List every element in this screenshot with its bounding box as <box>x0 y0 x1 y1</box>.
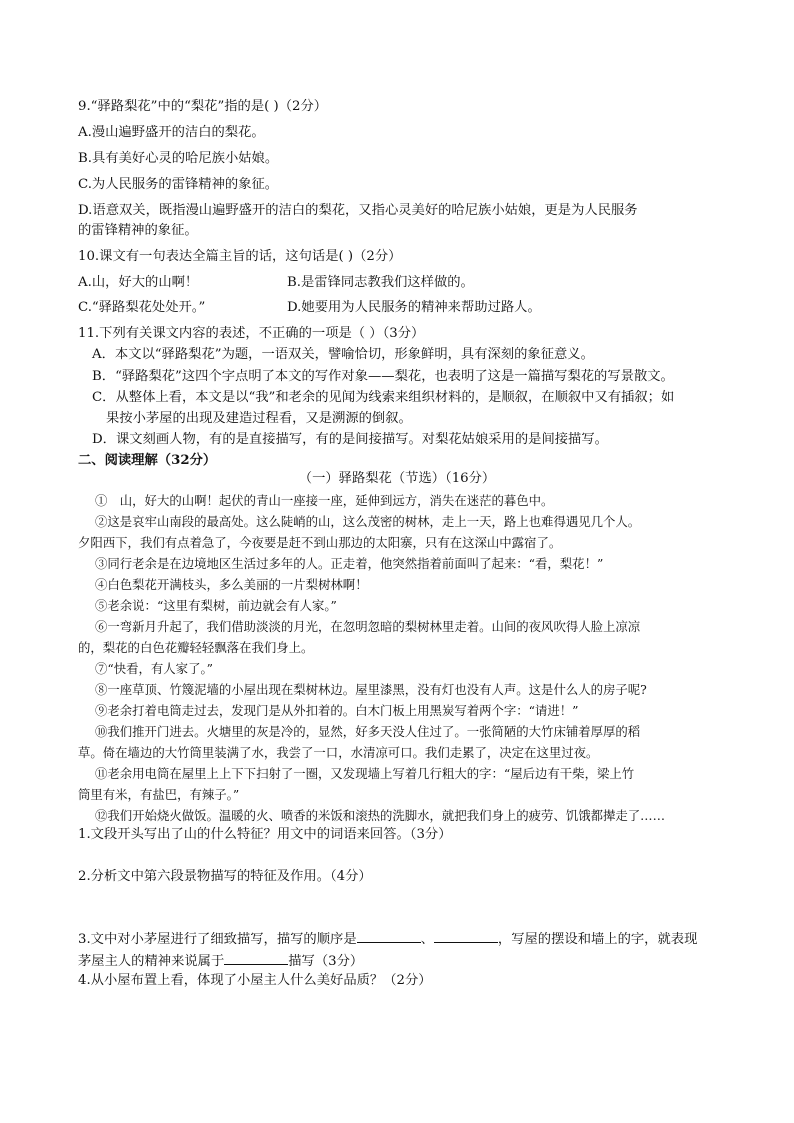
passage-line: ① 山，好大的山啊！起伏的青山一座接一座，延伸到远方，消失在迷茫的暮色中。 <box>95 493 554 508</box>
section-heading: 二、阅读理解（32分） <box>78 453 217 468</box>
passage-line: ⑤老余说：“这里有梨树，前边就会有人家。” <box>95 598 337 613</box>
reading-q1: 1.文段开头写出了山的什么特征？用文中的词语来回答。（3分） <box>78 827 452 842</box>
passage-title: （一）驿路梨花（节选）（16分） <box>298 471 496 486</box>
passage-line: 草。倚在墙边的大竹筒里装满了水，我尝了一口，水清凉可口。我们走累了，决定在这里过夜。 <box>78 745 599 760</box>
q9-option-b: B.具有美好心灵的哈尼族小姑娘。 <box>78 151 279 166</box>
reading-q2: 2.分析文中第六段景物描写的特征及作用。（4分） <box>78 869 372 884</box>
passage-line: ②这是哀牢山南段的最高处。这么陡峭的山，这么茂密的树林，走上一天，路上也难得遇见几个人。 <box>95 514 641 529</box>
q10-option-a: A.山，好大的山啊！ <box>78 275 199 290</box>
reading-q4: 4.从小屋布置上看，体现了小屋主人什么美好品质？（2分） <box>78 973 432 988</box>
q10-option-d: D.她要用为人民服务的精神来帮助过路人。 <box>287 300 541 315</box>
q9-stem: 9.“驿路梨花”中的“梨花”指的是( )（2分） <box>78 99 328 114</box>
passage-line: ⑧一座草顶、竹篾泥墙的小屋出现在梨树林边。屋里漆黑，没有灯也没有人声。这是什么人的房子呢? <box>95 682 647 697</box>
q10-stem: 10.课文有一句表达全篇主旨的话，这句话是( )（2分） <box>78 249 402 264</box>
reading-q3-text-1: 3.文中对小茅屋进行了细致描写，描写的顺序是 <box>78 932 357 947</box>
reading-q3-line2 <box>78 951 363 971</box>
q11-stem: 11.下列有关课文内容的表述，不正确的一项是（ ）（3分） <box>78 326 425 341</box>
passage-line: ⑦“快看，有人家了。” <box>95 661 213 676</box>
q9-option-a: A.漫山遍野盛开的洁白的梨花。 <box>78 125 265 140</box>
passage-line: ⑪老余用电筒在屋里上上下下扫射了一圈，又发现墙上写着几行粗大的字：“屋后边有干柴，梁上竹 <box>95 766 635 781</box>
passage-line: ③同行老余是在边境地区生活过多年的人。正走着，他突然指着前面叫了起来：“看，梨花！” <box>95 556 604 571</box>
passage-line: ⑥一弯新月升起了，我们借助淡淡的月光，在忽明忽暗的梨树林里走着。山间的夜风吹得人脸上凉凉 <box>95 619 641 634</box>
passage-line: ⑫我们开始烧火做饭。温暖的火、喷香的米饭和滚热的洗脚水，就把我们身上的疲劳、饥饿都撵走了…… <box>95 808 665 823</box>
q11-option-c-line2: 果按小茅屋的出现及建造过程看，又是溯源的倒叙。 <box>106 411 412 426</box>
q11-option-d: D．课文刻画人物，有的是直接描写，有的是间接描写。对梨花姑娘采用的是间接描写。 <box>92 432 608 447</box>
answer-blank-2[interactable] <box>434 929 498 943</box>
passage-line: ⑩我们推开门进去。火塘里的灰是冷的，显然，好多天没人住过了。一张简陋的大竹床铺着厚厚的稻 <box>95 724 641 739</box>
q9-option-d-line2: 的雷锋精神的象征。 <box>78 223 198 238</box>
q10-option-c: C.“驿路梨花处处开。” <box>78 300 206 315</box>
passage-line: 夕阳西下，我们有点着急了，今夜要是赶不到山那边的太阳寨，只有在这深山中露宿了。 <box>78 535 562 550</box>
reading-q3-separator: 、 <box>420 932 434 947</box>
passage-line: 的，梨花的白色花瓣轻轻飘落在我们身上。 <box>78 640 314 655</box>
answer-blank-1[interactable] <box>357 929 421 943</box>
reading-q3-text-2: ，写屋的摆设和墙上的字，就表现 <box>497 932 698 947</box>
q11-option-b: B．“驿路梨花”这四个字点明了本文的写作对象——梨花，也表明了这是一篇描写梨花的写景散文。 <box>92 369 674 384</box>
q9-option-c: C.为人民服务的雷锋精神的象征。 <box>78 177 279 192</box>
q9-option-d-line1: D.语意双关，既指漫山遍野盛开的洁白的梨花，又指心灵美好的哈尼族小姑娘，更是为人民服务 <box>78 203 638 218</box>
passage-line: ④白色梨花开满枝头，多么美丽的一片梨树林啊！ <box>95 577 368 592</box>
answer-blank-3[interactable] <box>224 951 288 965</box>
q11-option-c-line1: C．从整体上看，本文是以“我”和老余的见闻为线索来组织材料的，是顺叙，在顺叙中又有插叙；如 <box>92 390 675 405</box>
reading-q3-line1 <box>78 929 697 949</box>
passage-line: ⑨老余打着电筒走过去，发现门是从外扣着的。白木门板上用黑炭写着两个字：“请进！” <box>95 703 579 718</box>
reading-q3-text-4: 描写（3分） <box>288 954 364 969</box>
passage-line: 筒里有米，有盐巴，有辣子。” <box>78 787 240 802</box>
q11-option-a: A．本文以“驿路梨花”为题，一语双关，譬喻恰切，形象鲜明，具有深刻的象征意义。 <box>92 347 594 362</box>
q10-option-b: B.是雷锋同志教我们这样做的。 <box>287 275 474 290</box>
reading-q3-text-3: 茅屋主人的精神来说属于 <box>78 954 225 969</box>
